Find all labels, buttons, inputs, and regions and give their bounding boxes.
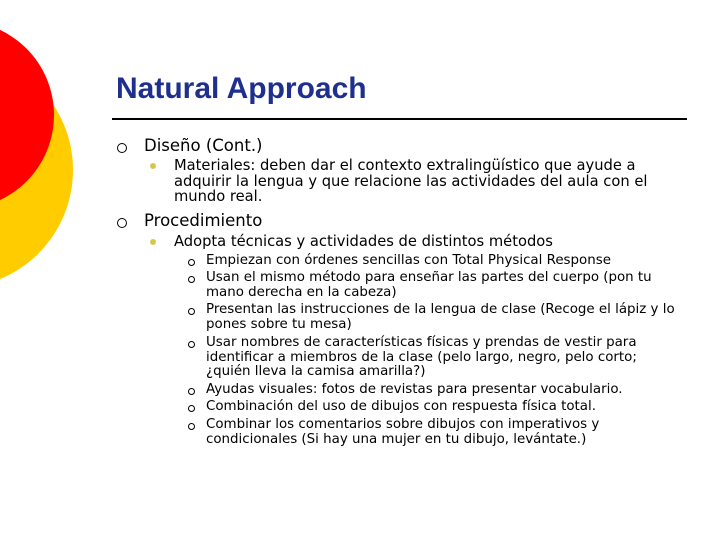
hollow-circle-bullet-icon bbox=[117, 218, 127, 228]
list-item-label: Procedimiento bbox=[144, 211, 263, 230]
list-item-label: Empiezan con órdenes sencillas con Total Physical Response bbox=[206, 253, 611, 268]
hollow-circle-bullet-icon bbox=[188, 259, 195, 266]
hollow-circle-bullet-icon bbox=[188, 405, 195, 412]
hollow-circle-bullet-icon bbox=[117, 143, 127, 153]
slide-title: Natural Approach bbox=[116, 72, 367, 105]
hollow-circle-bullet-icon bbox=[188, 423, 195, 430]
hollow-circle-bullet-icon bbox=[188, 276, 195, 283]
list-item-label: Adopta técnicas y actividades de distintos métodos bbox=[174, 233, 553, 250]
list-item-label: Combinar los comentarios sobre dibujos con imperativos y condicionales (Si hay una mujer en tu dibujo, levántate.) bbox=[206, 417, 600, 447]
filled-dot-bullet-icon bbox=[150, 239, 156, 245]
hollow-circle-bullet-icon bbox=[188, 308, 195, 315]
filled-dot-bullet-icon bbox=[150, 163, 156, 169]
list-item-label: Usar nombres de características físicas y prendas de vestir para identificar a miembros de la clase (pelo largo, negro, pelo corto; ¿quién lleva la camisa amarilla?) bbox=[206, 335, 637, 380]
decorative-circles bbox=[0, 0, 80, 300]
list-item-label: Diseño (Cont.) bbox=[144, 136, 263, 155]
list-item-label: Materiales: deben dar el contexto extralingüístico que ayude a adquirir la lengua y que relacione las actividades del aula con el mundo real. bbox=[174, 157, 648, 205]
hollow-circle-bullet-icon bbox=[188, 388, 195, 395]
list-item-label: Presentan las instrucciones de la lengua de clase (Recoge el lápiz y lo pones sobre tu mesa) bbox=[206, 302, 675, 332]
list-item-label: Combinación del uso de dibujos con respuesta física total. bbox=[206, 399, 596, 414]
list-item-label: Usan el mismo método para enseñar las partes del cuerpo (pon tu mano derecha en la cabeza) bbox=[206, 270, 652, 300]
title-divider bbox=[112, 118, 687, 120]
hollow-circle-bullet-icon bbox=[188, 341, 195, 348]
list-item-label: Ayudas visuales: fotos de revistas para presentar vocabulario. bbox=[206, 382, 623, 397]
